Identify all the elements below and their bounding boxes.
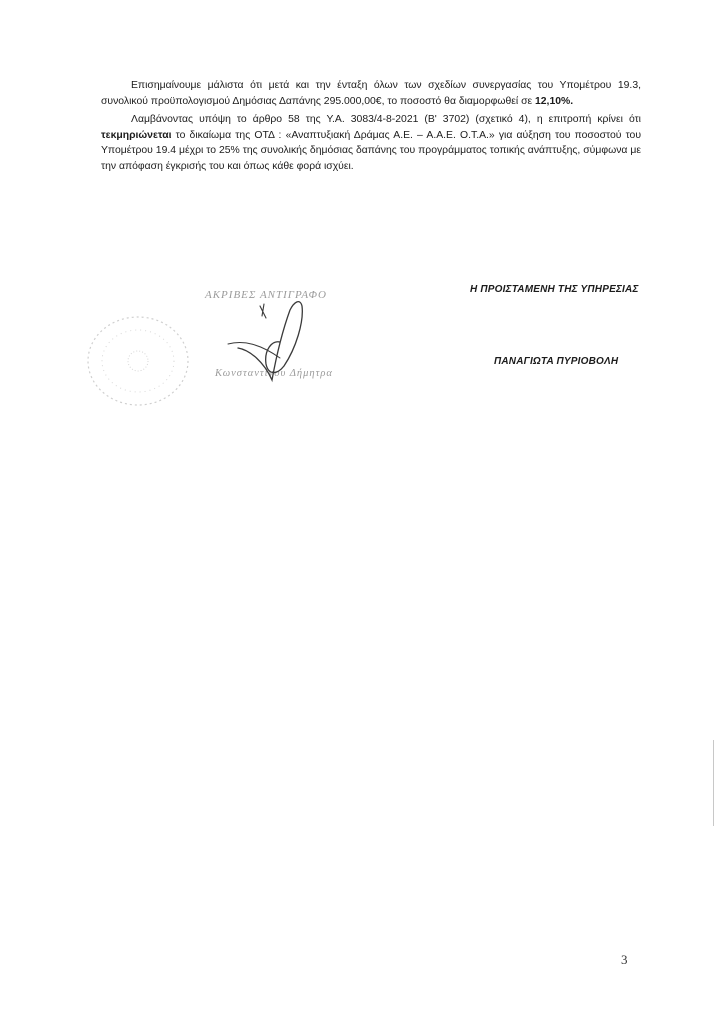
paragraph-1 [101, 78, 641, 109]
paragraph-2 [101, 112, 641, 174]
stamp-top-text: ΑΚΡΙΒΕΣ ΑΝΤΙΓΡΑΦΟ [205, 289, 327, 301]
scan-edge-mark [713, 740, 714, 826]
percentage-value: 12,10%. [535, 95, 574, 107]
emphasis-word: τεκμηριώνεται [101, 129, 172, 141]
paragraph-1-text: Επισημαίνουμε μάλιστα ότι μετά και την ένταξη όλων των σχεδίων συνεργασίας του Υπομέτρου 19.3, συνολικού προϋπολογισμού Δημόσιας Δαπάνης 295.000,00€, το ποσοστό θα διαμορφωθεί σε [101, 80, 641, 107]
round-seal-icon [80, 306, 200, 416]
paragraph-2-text-start: Λαμβάνοντας υπόψη το άρθρο 58 της Υ.Α. 3083/4-8-2021 (Β' 3702) (σχετικό 4), η επιτροπή κρίνει ότι [131, 114, 641, 126]
page-number: 3 [621, 952, 628, 967]
paragraph-2-text-end: το δικαίωμα της ΟΤΔ : «Αναπτυξιακή Δράμας Α.Ε. – Α.Α.Ε. Ο.Τ.Α.» για αύξηση του ποσοστού του Υπομέτρου 19.4 μέχρι το 25% της συνολικής δημόσιας δαπάνης του προγράμματος τοπικής ανάπτυξης, σύμφωνα με την απόφαση έγκρισής του και όπως κάθε φορά ισχύει. [101, 129, 641, 172]
body-text [101, 78, 641, 178]
signatory-name: ΠΑΝΑΓΙΩΤΑ ΠΥΡΙΟΒΟΛΗ [494, 356, 619, 367]
certified-copy-stamp [80, 280, 370, 420]
handwritten-signature-icon [220, 288, 320, 388]
stamp-bottom-text: Κωνσταντίνου Δήμητρα [215, 368, 333, 379]
signatory-title: Η ΠΡΟΙΣΤΑΜΕΝΗ ΤΗΣ ΥΠΗΡΕΣΙΑΣ [470, 284, 639, 295]
